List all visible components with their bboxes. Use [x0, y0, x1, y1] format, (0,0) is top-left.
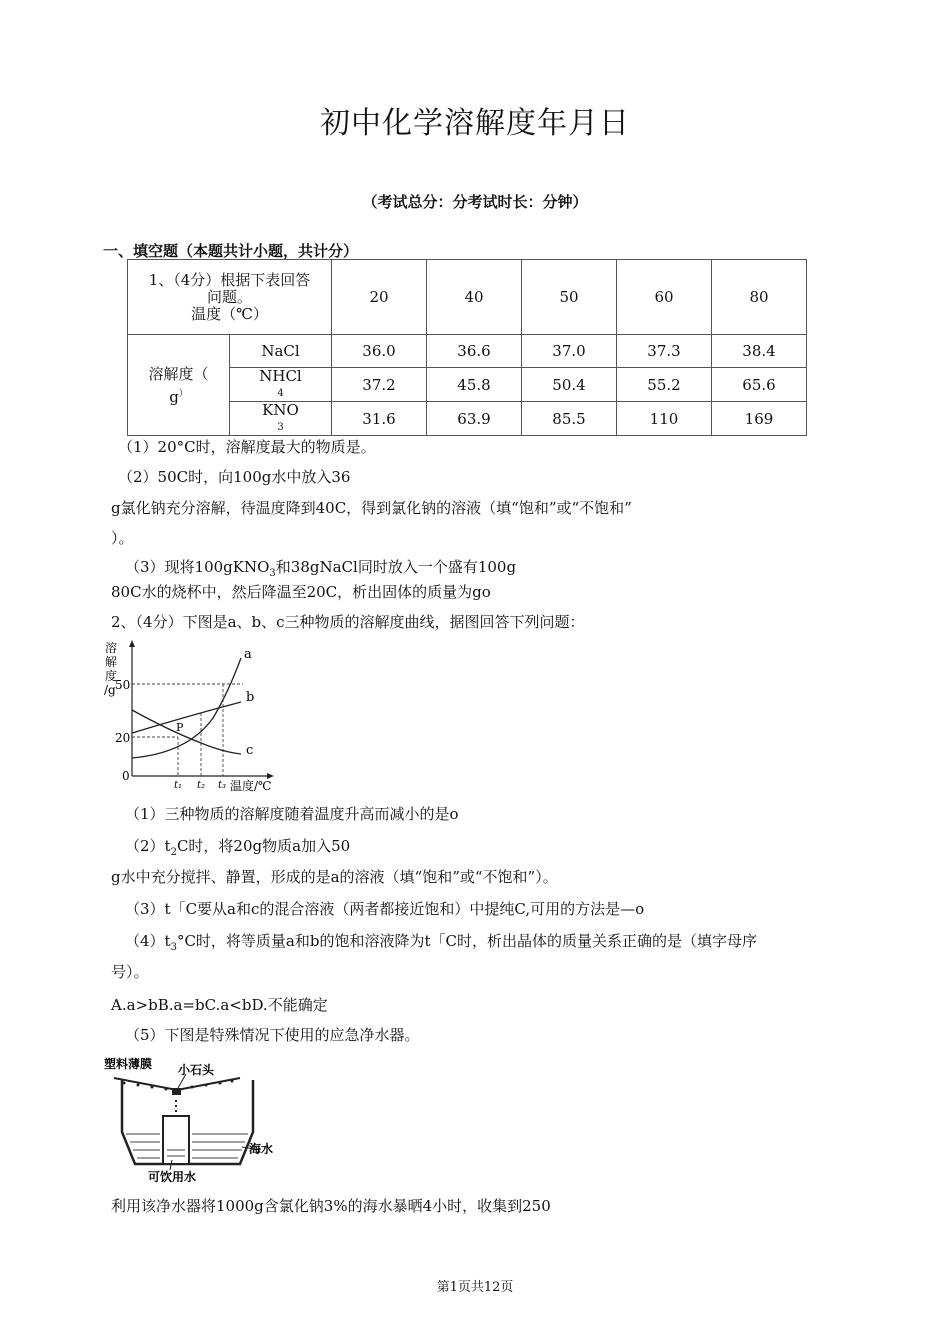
q1-part-3-a: （3）现将100gKNO — [125, 558, 270, 576]
q1-part-2-end: ）。 — [111, 529, 134, 547]
table-cell: 37.2 — [332, 368, 427, 402]
origin-label: 0 — [122, 769, 130, 783]
table-header-cell — [128, 260, 332, 335]
q1-part-3-cont: 80C水的烧杯中，然后降温至20C，析出固体的质量为go — [111, 583, 491, 601]
q2-part-2 — [125, 835, 350, 858]
section-heading: 一、填空题（本题共计小题，共计分） — [103, 242, 359, 260]
table-row — [128, 335, 807, 368]
curve-b-label: b — [246, 690, 255, 705]
curve-b — [132, 702, 241, 733]
question-1-stem-cont: 问题。 — [206, 287, 252, 306]
q2-part-1: （1）三种物质的溶解度随着温度升高而减小的是o — [125, 805, 459, 823]
film-label: 塑料薄膜 — [104, 1057, 153, 1071]
q2-part-4-a: （4）t — [125, 932, 171, 950]
table-cell: 63.9 — [427, 402, 522, 436]
table-row — [128, 368, 807, 402]
q1-part-3 — [125, 556, 516, 579]
table-cell: 55.2 — [617, 368, 712, 402]
q1-part-2: （2）50C时，向100g水中放入36 — [118, 468, 351, 486]
substance-cell — [230, 402, 332, 436]
y-label-char: 解 — [105, 655, 118, 669]
table-cell: 50 — [522, 260, 617, 335]
t1-label: t₁ — [174, 780, 183, 791]
water-purifier-figure — [100, 1052, 290, 1188]
solubility-label: 溶解度（ — [148, 364, 209, 383]
collection-cup — [163, 1116, 189, 1164]
substance-name: NaCl — [230, 335, 332, 368]
question-1-stem: 1、（4分）根据下表回答 — [148, 270, 311, 289]
q2-part-4-sub: 3 — [170, 942, 177, 953]
seawater-label: 海水 — [249, 1142, 274, 1156]
q2-part-2-a: （2）t — [125, 837, 171, 855]
solubility-paren: ） — [178, 388, 188, 399]
page-title: 初中化学溶解度年月日 — [320, 106, 630, 141]
page-number: 第1页共12页 — [436, 1280, 514, 1295]
y-tick-20: 20 — [115, 731, 131, 745]
q2-part-2-cont: g水中充分搅拌、静置，形成的是a的溶液（填“饱和”或“不饱和”）。 — [111, 868, 558, 886]
table-cell: 31.6 — [332, 402, 427, 436]
drinking-water-label: 可饮用水 — [148, 1170, 197, 1184]
table-row — [128, 402, 807, 436]
q2-part-3: （3）t「C要从a和c的混合溶液（两者都接近饱和）中提纯C,可用的方法是—o — [125, 900, 645, 918]
y-axis-arrow — [129, 640, 135, 647]
substance-subscript: 4 — [277, 387, 284, 399]
table-cell: 45.8 — [427, 368, 522, 402]
solubility-label-cell — [128, 335, 230, 436]
q2-part-2-b: C时，将20g物质a加入50 — [176, 837, 351, 855]
temperature-label: 温度（℃） — [191, 304, 268, 323]
y-label-char: 溶 — [105, 641, 118, 655]
q2-part-4 — [125, 930, 757, 953]
x-label: 温度/℃ — [230, 779, 272, 793]
q1-part-3-sub: 3 — [269, 568, 276, 579]
exam-info: （考试总分：分考试时长：分钟） — [362, 193, 588, 211]
small-stone — [172, 1088, 181, 1095]
table-cell: 65.6 — [712, 368, 807, 402]
q1-part-1: （1）20°C时，溶解度最大的物质是。 — [118, 438, 376, 456]
table-cell: 37.0 — [522, 335, 617, 368]
curve-a-label: a — [244, 647, 252, 662]
curve-a — [132, 658, 241, 758]
q2-intro: 2、（4分）下图是a、b、c三种物质的溶解度曲线，据图回答下列问题： — [111, 613, 585, 631]
table-cell: 50.4 — [522, 368, 617, 402]
table-cell: 20 — [332, 260, 427, 335]
solubility-table — [127, 259, 807, 436]
point-p: P — [176, 721, 184, 734]
table-cell: 60 — [617, 260, 712, 335]
table-row — [128, 260, 807, 335]
y-tick-50: 50 — [115, 678, 131, 692]
q2-part-5: （5）下图是特殊情况下使用的应急净水器。 — [125, 1026, 420, 1044]
table-cell: 110 — [617, 402, 712, 436]
table-cell: 40 — [427, 260, 522, 335]
y-label-unit: /g — [104, 683, 116, 697]
table-cell: 37.3 — [617, 335, 712, 368]
substance-name: KNO — [262, 400, 299, 419]
y-label-char: 度 — [105, 669, 118, 683]
q2-part-4-cont: 号）。 — [111, 963, 149, 981]
solubility-unit: g — [169, 387, 179, 406]
table-cell: 38.4 — [712, 335, 807, 368]
q1-part-2-cont: g氯化钠充分溶解，待温度降到40C，得到氯化钠的溶液（填“饱和”或“不饱和” — [111, 499, 632, 517]
solubility-curve-figure — [98, 638, 288, 798]
substance-name: NHCl — [259, 366, 302, 385]
substance-cell — [230, 368, 332, 402]
q2-part-5-text: 利用该净水器将1000g含氯化钠3%的海水暴晒4小时，收集到250 — [111, 1197, 551, 1215]
q2-options: A.a>bB.a=bC.a<bD.不能确定 — [111, 996, 328, 1014]
table-cell: 85.5 — [522, 402, 617, 436]
table-cell: 169 — [712, 402, 807, 436]
q1-part-3-b: 和38gNaCl同时放入一个盛有100g — [275, 558, 517, 576]
substance-subscript: 3 — [277, 421, 284, 433]
t2-label: t₂ — [197, 780, 206, 791]
table-cell: 36.6 — [427, 335, 522, 368]
table-cell: 80 — [712, 260, 807, 335]
stone-label: 小石头 — [178, 1063, 215, 1077]
t3-label: t₃ — [218, 780, 227, 791]
q2-part-2-sub: 2 — [170, 847, 177, 858]
q2-part-4-b: °C时，将等质量a和b的饱和溶液降为t「C时，析出晶体的质量关系正确的是（填字母序 — [176, 932, 757, 950]
table-cell: 36.0 — [332, 335, 427, 368]
curve-c-label: c — [246, 743, 254, 758]
